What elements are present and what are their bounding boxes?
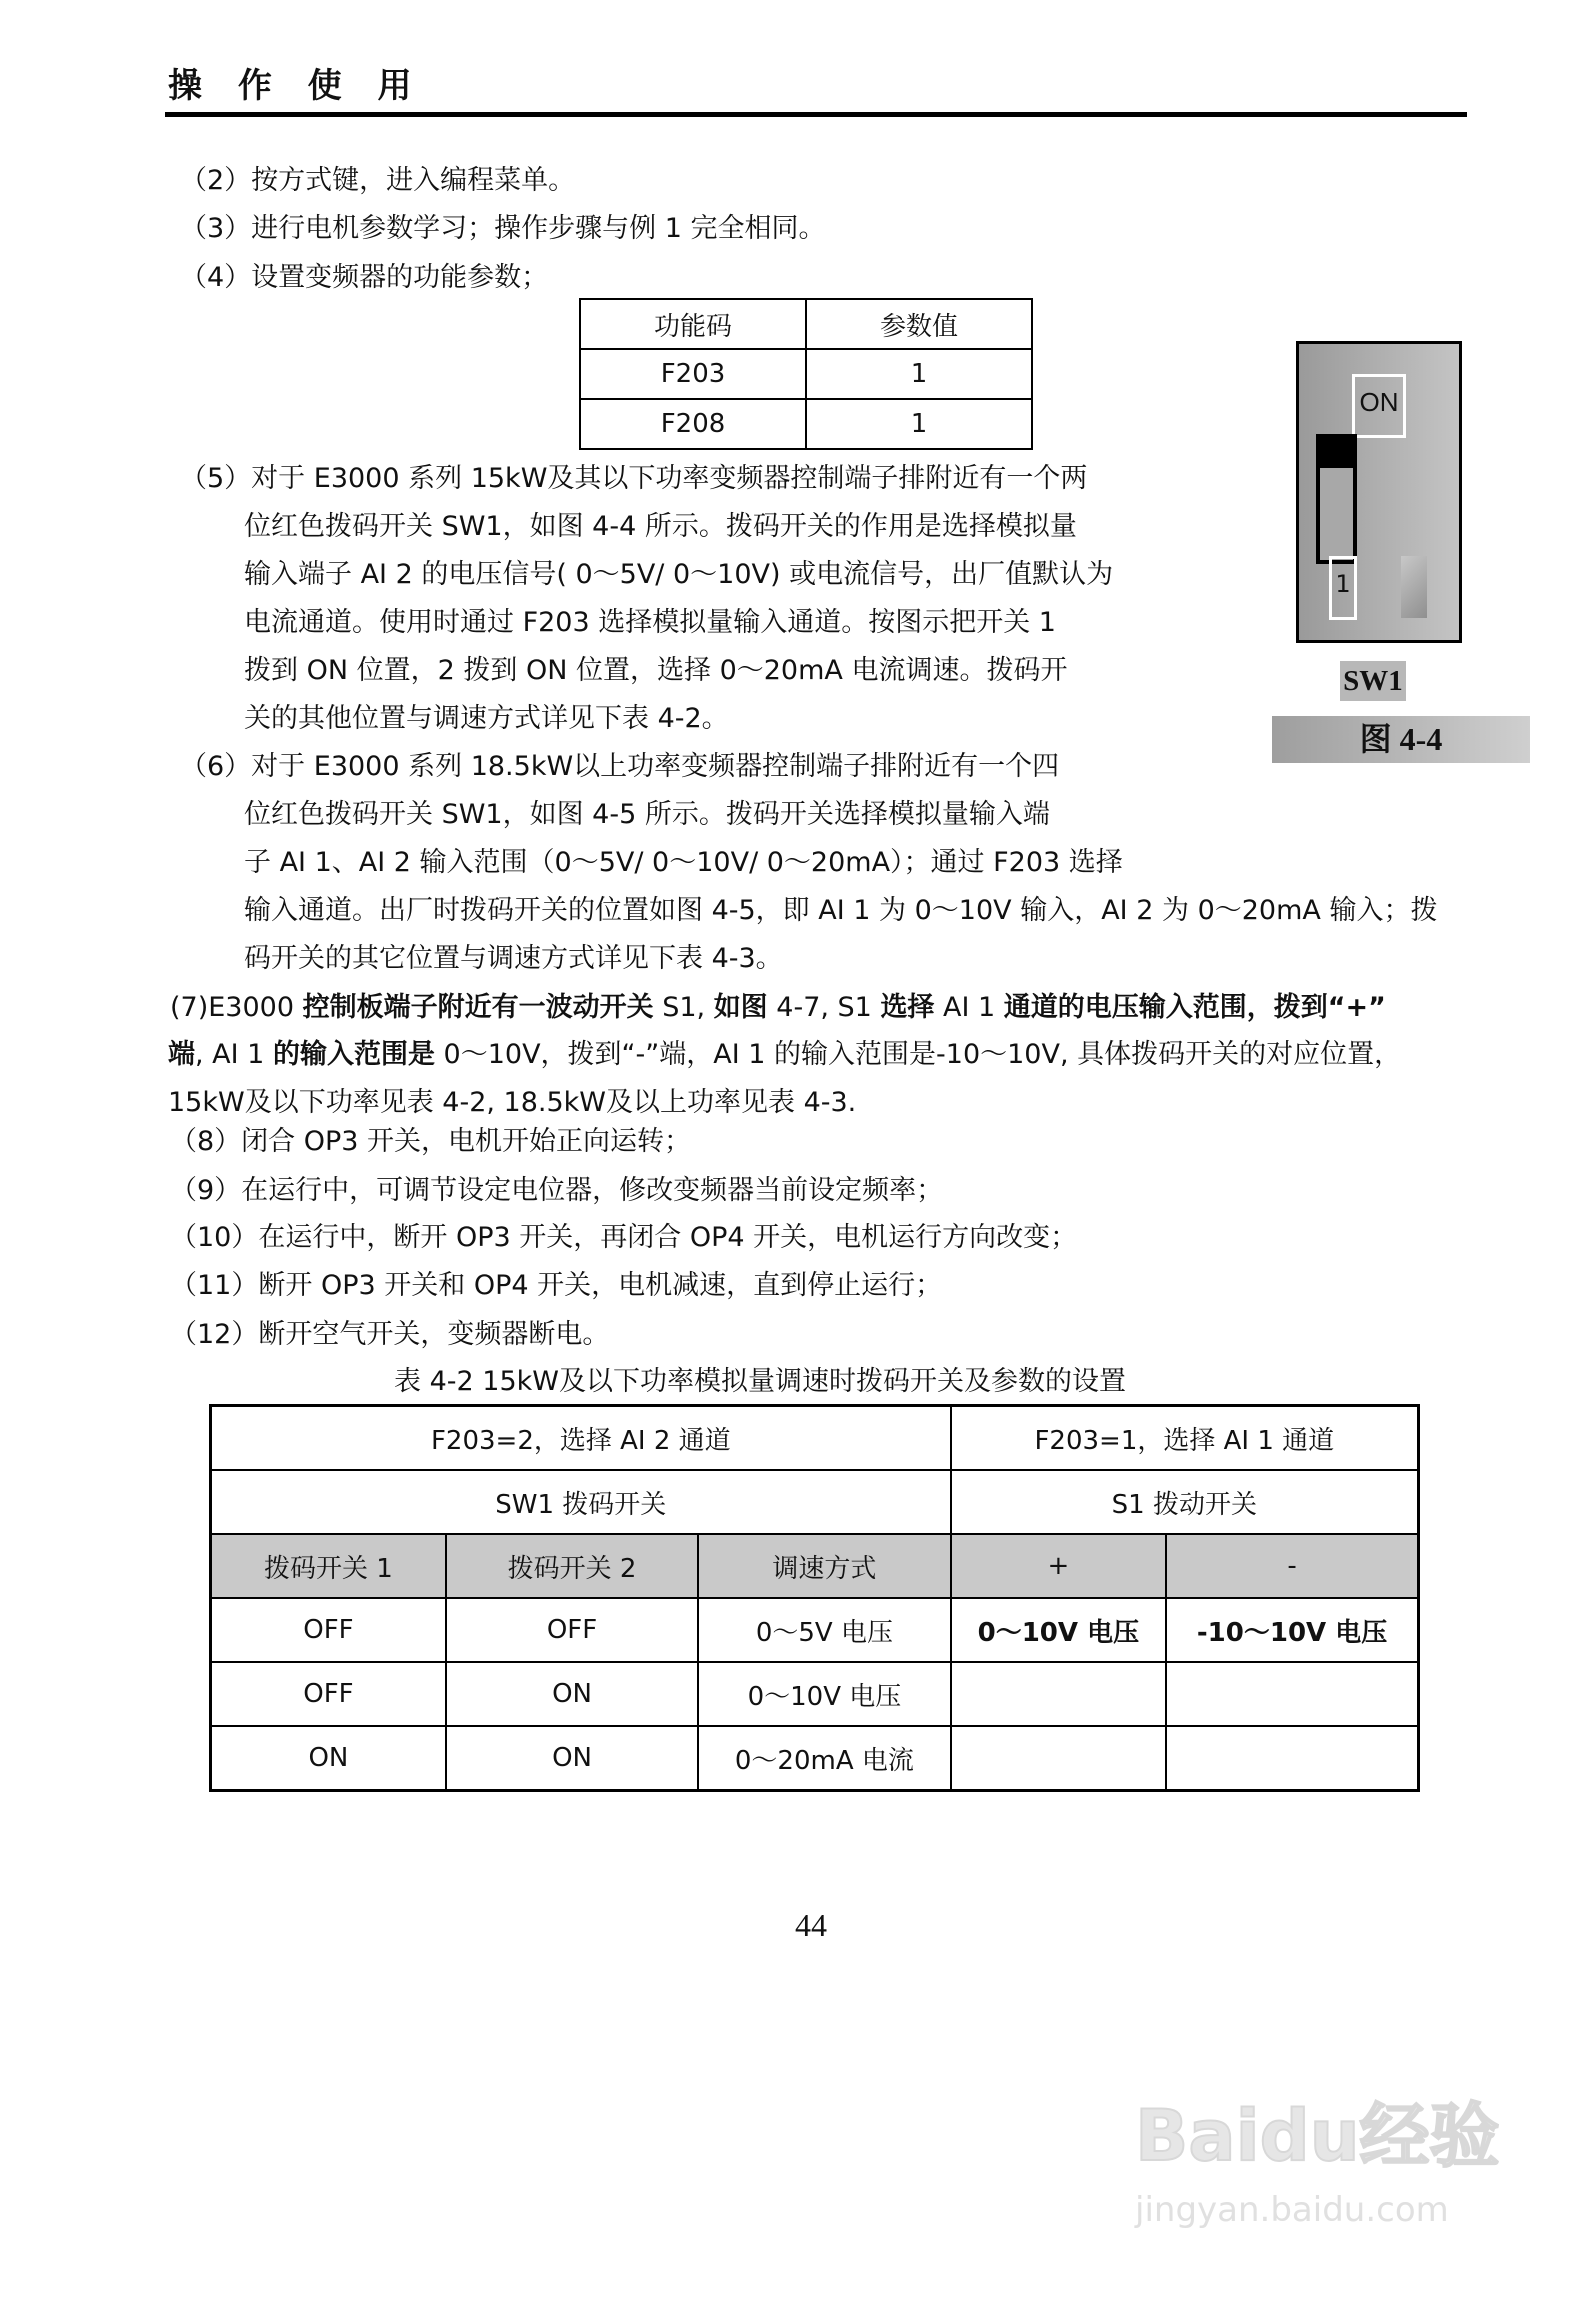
step-5-line: 拨到 ON 位置，2 拨到 ON 位置，选择 0～20mA 电流调速。拨码开 <box>244 655 1068 686</box>
table-cell: 0～10V 电压 <box>698 1662 950 1726</box>
step-8: （8）闭合 OP3 开关，电机开始正向运转； <box>170 1126 692 1157</box>
page-number: 44 <box>795 1907 827 1943</box>
step-10: （10）在运行中，断开 OP3 开关，再闭合 OP4 开关，电机运行方向改变； <box>170 1222 1078 1253</box>
text-segment: S1, <box>653 992 714 1023</box>
table-cell <box>1166 1726 1418 1791</box>
text-segment: AI 1 <box>934 992 1004 1023</box>
table-cell <box>951 1726 1166 1791</box>
param-header: 参数值 <box>806 299 1032 349</box>
on-label: ON <box>1352 374 1406 438</box>
switch-slot-2 <box>1401 556 1427 618</box>
column-header: 拨码开关 1 <box>211 1534 446 1598</box>
step-6-line: 输入通道。出厂时拨码开关的位置如图 4-5，即 AI 1 为 0～10V 输入，AI 2 为 0～20mA 输入；拨 <box>244 895 1438 926</box>
text-segment-bold: 端 <box>168 1039 195 1070</box>
group-header: F203=1，选择 AI 1 通道 <box>951 1406 1419 1471</box>
text-segment-bold: 通道的电压输入范围，拨到“+” <box>1003 992 1386 1023</box>
text-segment: 4-7, S1 <box>767 992 881 1023</box>
switch-settings-table <box>209 1404 1420 1792</box>
step-5-line: 电流通道。使用时通过 F203 选择模拟量输入通道。按图示把开关 1 <box>244 607 1056 638</box>
step-7-line: 15kW及以下功率见表 4-2, 18.5kW及以上功率见表 4-3. <box>168 1087 857 1118</box>
step-5-line: 输入端子 AI 2 的电压信号( 0～5V/ 0～10V) 或电流信号，出厂值默认为 <box>244 559 1114 590</box>
step-7-line <box>168 1035 1401 1075</box>
figure-caption: 图 4-4 <box>1272 716 1530 763</box>
column-header: + <box>951 1534 1166 1598</box>
table-cell: ON <box>211 1726 446 1791</box>
step-5-line: 关的其他位置与调速方式详见下表 4-2。 <box>244 703 729 734</box>
switch-slot <box>1316 434 1357 564</box>
step-11: （11）断开 OP3 开关和 OP4 开关，电机减速，直到停止运行； <box>170 1270 943 1301</box>
text-segment-bold: 选择 <box>880 992 935 1023</box>
sub-header: SW1 拨码开关 <box>211 1470 951 1534</box>
header-rule <box>165 112 1467 117</box>
text-segment: 0～10V，拨到“-”端，AI 1 的输入范围是-10～10V, 具体拨码开关的对应位置， <box>434 1039 1402 1070</box>
column-header: - <box>1166 1534 1418 1598</box>
table-cell: OFF <box>211 1662 446 1726</box>
step-2: （2）按方式键，进入编程菜单。 <box>180 165 576 196</box>
table-cell: -10～10V 电压 <box>1166 1598 1418 1662</box>
step-7-line <box>170 988 1386 1028</box>
step-9: （9）在运行中，可调节设定电位器，修改变频器当前设定频率； <box>170 1175 944 1206</box>
column-header: 调速方式 <box>698 1534 950 1598</box>
table-cell: 0～10V 电压 <box>951 1598 1166 1662</box>
table-cell: ON <box>446 1662 698 1726</box>
step-6-line: 子 AI 1、AI 2 输入范围（0～5V/ 0～10V/ 0～20mA）；通过 F203 选择 <box>244 847 1123 878</box>
group-header: F203=2，选择 AI 2 通道 <box>211 1406 951 1471</box>
step-5-line: 位红色拨码开关 SW1，如图 4-4 所示。拨码开关的作用是选择模拟量 <box>244 511 1077 542</box>
table-cell: OFF <box>446 1598 698 1662</box>
table-cell: ON <box>446 1726 698 1791</box>
table-cell <box>1166 1662 1418 1726</box>
switch-number: 1 <box>1329 556 1357 620</box>
table-cell <box>951 1662 1166 1726</box>
step-6-line: （6）对于 E3000 系列 18.5kW以上功率变频器控制端子排附近有一个四 <box>180 751 1060 782</box>
sub-header: S1 拨动开关 <box>951 1470 1419 1534</box>
step-6-line: 位红色拨码开关 SW1，如图 4-5 所示。拨码开关选择模拟量输入端 <box>244 799 1050 830</box>
watermark-url: jingyan.baidu.com <box>1135 2190 1449 2230</box>
text-segment-bold: 如图 <box>713 992 768 1023</box>
param-cell: F208 <box>580 399 806 449</box>
page-header-title: 操 作 使 用 <box>168 66 424 106</box>
table-caption: 表 4-2 15kW及以下功率模拟量调速时拨码开关及参数的设置 <box>394 1366 1126 1397</box>
param-table <box>579 298 1033 450</box>
text-segment-bold: 的输入范围是 <box>272 1039 435 1070</box>
text-segment-bold: 控制板端子附近有一波动开关 <box>302 992 654 1023</box>
text-segment: , AI 1 <box>195 1039 273 1070</box>
table-cell: 0～5V 电压 <box>698 1598 950 1662</box>
param-cell: 1 <box>806 399 1032 449</box>
table-cell: 0～20mA 电流 <box>698 1726 950 1791</box>
param-cell: F203 <box>580 349 806 399</box>
step-6-line: 码开关的其它位置与调速方式详见下表 4-3。 <box>244 943 783 974</box>
table-cell: OFF <box>211 1598 446 1662</box>
step-12: （12）断开空气开关，变频器断电。 <box>170 1319 610 1350</box>
switch-knob <box>1320 438 1353 468</box>
step-5-line: （5）对于 E3000 系列 15kW及其以下功率变频器控制端子排附近有一个两 <box>180 463 1088 494</box>
text-segment: (7)E3000 <box>170 992 303 1023</box>
step-4: （4）设置变频器的功能参数； <box>180 262 549 293</box>
param-header: 功能码 <box>580 299 806 349</box>
watermark-logo: Baidu经验 <box>1135 2095 1500 2177</box>
step-3: （3）进行电机参数学习；操作步骤与例 1 完全相同。 <box>180 213 826 244</box>
column-header: 拨码开关 2 <box>446 1534 698 1598</box>
param-cell: 1 <box>806 349 1032 399</box>
dip-switch-figure <box>1296 341 1462 643</box>
figure-switch-name: SW1 <box>1340 661 1406 701</box>
